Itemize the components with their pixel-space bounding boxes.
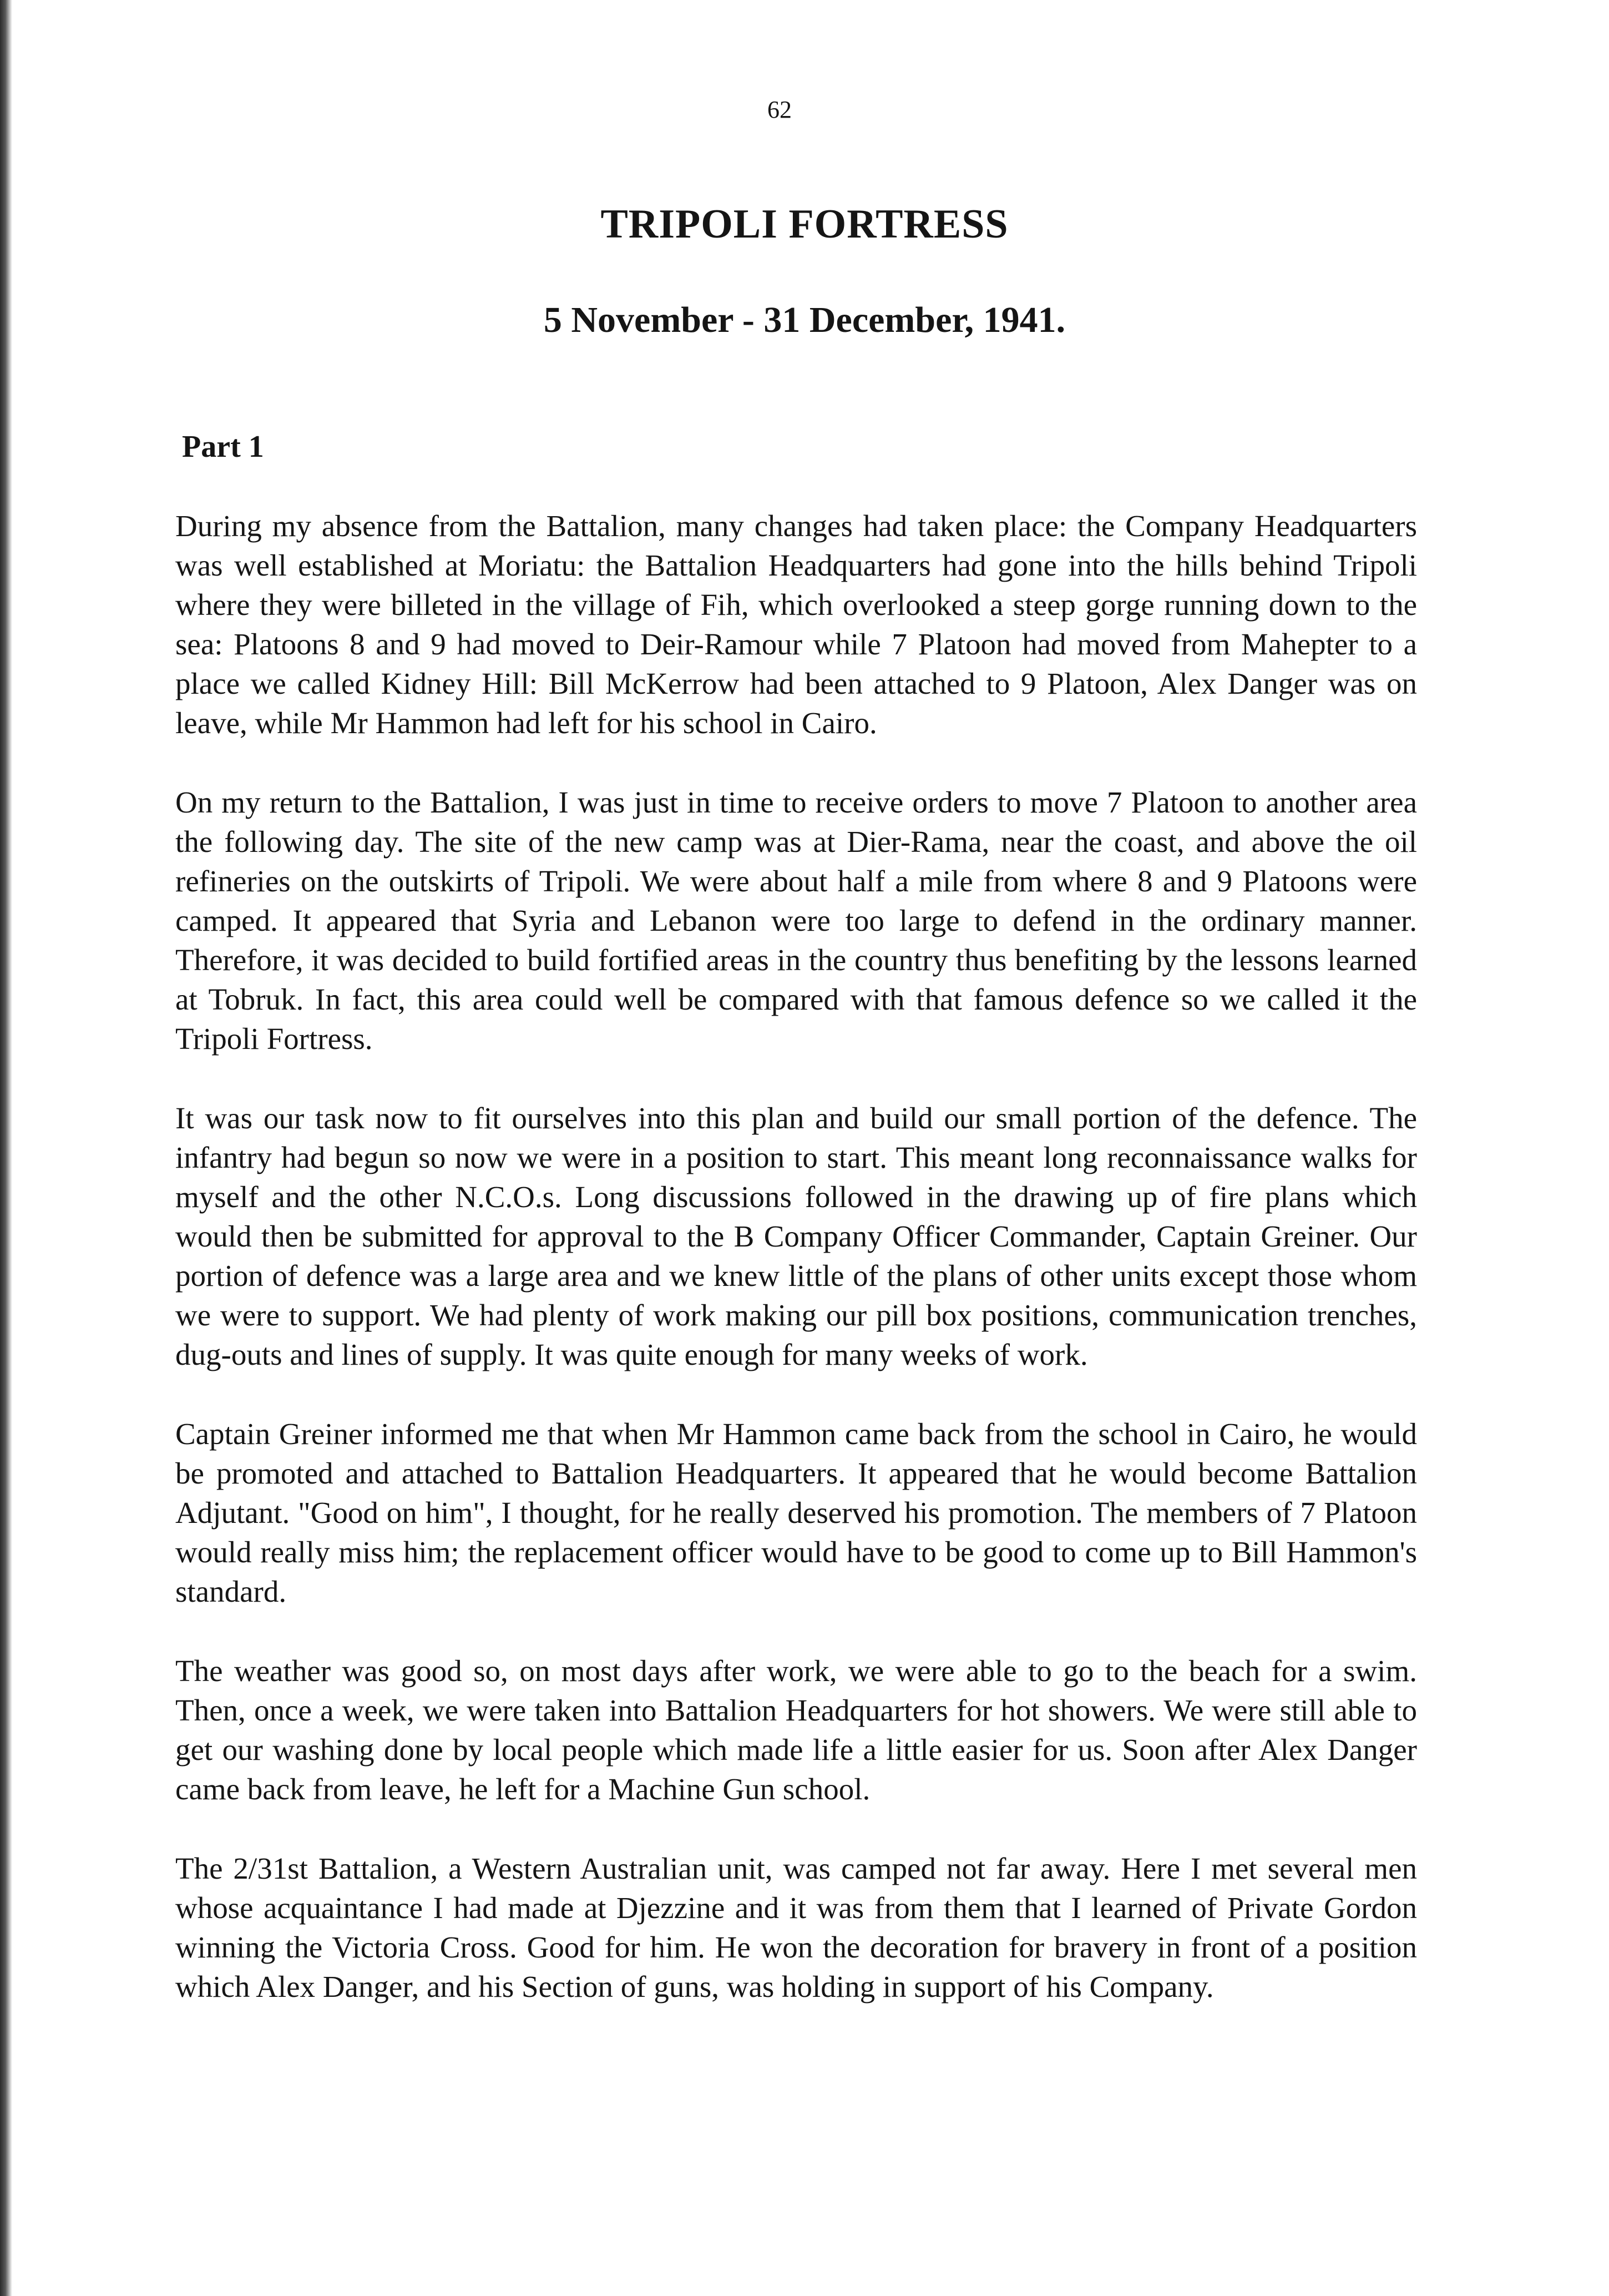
paragraph-6: The 2/31st Battalion, a Western Australian unit, was camped not far away. Here I met several men whose acquaintance I had made at Djezzine and it was from them that I learned of Private Gordon winning the Victoria Cross. Good for him. He won the decoration for bravery in front of a position which Alex Danger, and his Section of guns, was holding in support of his Company. <box>175 1851 1417 2004</box>
paragraph-5: The weather was good so, on most days after work, we were able to go to the beach for a swim. Then, once a week, we were taken into Battalion Headquarters for hot showers. We were still able to get our washing done by local people which made life a little easier for us. Soon after Alex Danger came back from leave, he left for a Machine Gun school. <box>175 1654 1417 1806</box>
paragraph-1: During my absence from the Battalion, many changes had taken place: the Company Headquarters was well established at Moriatu: the Battalion Headquarters had gone into the hills behind Tripoli where they were billeted in the village of Fih, which overlooked a steep gorge running down to the sea: Platoons 8 and 9 had moved to Deir-Ramour while 7 Platoon had moved from Mahepter to a place we called Kidney Hill: Bill McKerrow had been attached to 9 Platoon, Alex Danger was on leave, while Mr Hammon had left for his school in Cairo. <box>175 509 1417 740</box>
page-title: TRIPOLI FORTRESS <box>600 201 1009 247</box>
paragraph-4: Captain Greiner informed me that when Mr Hammon came back from the school in Cairo, he would be promoted and attached to Battalion Headquarters. It appeared that he would become Battalion Adjutant. "Good on him", I thought, for he really deserved his promotion. The members of 7 Platoon would really miss him; the replacement officer would have to be good to come up to Bill Hammon's standard. <box>175 1417 1417 1608</box>
paragraph-3: It was our task now to fit ourselves into this plan and build our small portion of the defence. The infantry had begun so now we were in a position to start. This meant long reconnaissance walks for myself and the other N.C.O.s. Long discussions followed in the drawing up of fire plans which would then be submitted for approval to the B Company Officer Commander, Captain Greiner. Our portion of defence was a large area and we knew little of the plans of other units except those whom we were to support. We had plenty of work making our pill box positions, communication trenches, dug-outs and lines of supply. It was quite enough for many weeks of work. <box>175 1101 1417 1371</box>
paragraph-2: On my return to the Battalion, I was just in time to receive orders to move 7 Platoon to another area the following day. The site of the new camp was at Dier-Rama, near the coast, and above the oil refineries on the outskirts of Tripoli. We were about half a mile from where 8 and 9 Platoons were camped. It appeared that Syria and Lebanon were too large to defend in the ordinary manner. Therefore, it was decided to build fortified areas in the country thus benefiting by the lessons learned at Tobruk. In fact, this area could well be compared with that famous defence so we called it the Tripoli Fortress. <box>175 785 1417 1056</box>
scan-edge-shadow <box>0 0 12 2296</box>
part-heading: Part 1 <box>182 430 264 464</box>
page-number: 62 <box>767 96 792 123</box>
date-range-subtitle: 5 November - 31 December, 1941. <box>543 300 1066 340</box>
document-body <box>175 506 1417 2006</box>
